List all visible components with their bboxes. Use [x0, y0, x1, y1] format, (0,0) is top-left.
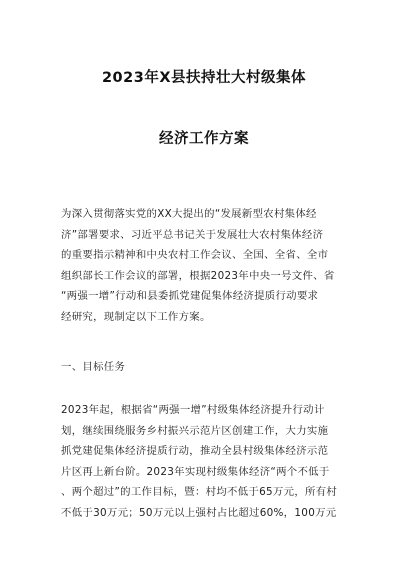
intro-line: 的重要指示精神和中央农村工作会议、全国、全省、全市 [61, 249, 329, 262]
goals-line: 抓党建促集体经济提质行动，推动全县村级集体经济示范 [61, 445, 329, 458]
intro-paragraph [61, 204, 351, 328]
goals-line: 2023年起，根据省“两强一增”村级集体经济提升行动计 [61, 404, 325, 416]
intro-line: 为深入贯彻落实党的XX大提出的“发展新型农村集体经 [61, 208, 317, 220]
intro-line: “两强一增”行动和县委抓党建促集体经济提质行动要求 [61, 290, 319, 303]
goals-line: 不低于30万元；50万元以上强村占比超过60%，100万元 [61, 506, 337, 519]
intro-line: 组织部长工作会议的部署，根据2023年中央一号文件、省 [61, 269, 335, 282]
goals-line: 、两个超过”的工作目标，暨：村均不低于65万元，所有村 [61, 486, 338, 499]
intro-line: 经研究，现制定以下工作方案。 [61, 310, 211, 323]
intro-line: 济”部署要求、习近平总书记关于发展壮大农村集体经济 [61, 228, 324, 241]
document-title-line-2: 经济工作方案 [159, 131, 249, 147]
goals-paragraph [61, 400, 351, 524]
section-heading-goals: 一、目标任务 [61, 361, 126, 373]
goals-line: 划，继续围绕服务乡村振兴示范片区创建工作，大力实施 [61, 424, 329, 437]
goals-line: 片区再上新台阶。2023年实现村级集体经济“两个不低于 [61, 465, 330, 478]
document-title-line-1: 2023年X县扶持壮大村级集体 [101, 70, 307, 86]
